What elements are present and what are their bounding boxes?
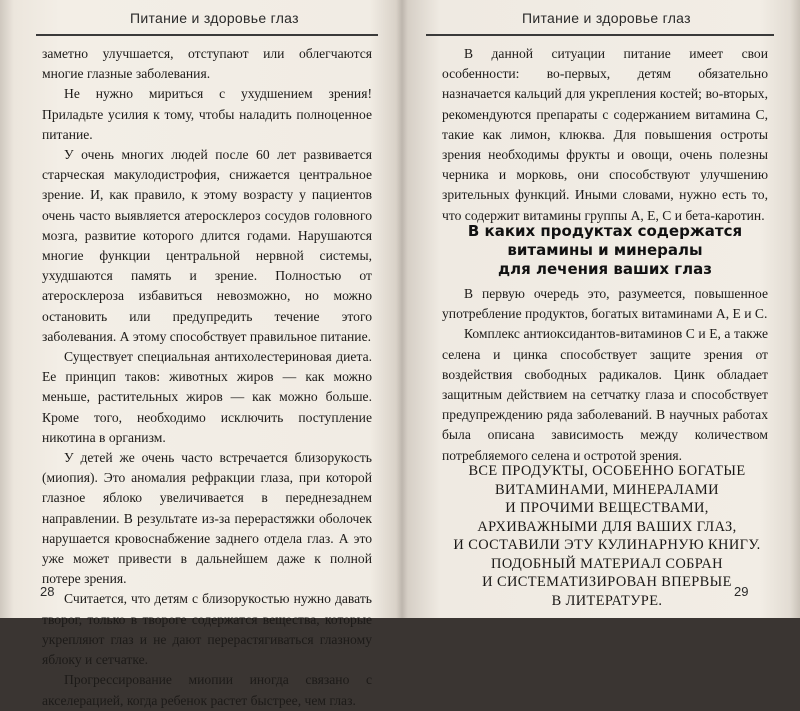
section-heading [440, 222, 770, 279]
section-heading-line: В каких продуктах содержатся [467, 222, 743, 240]
paragraph: Не нужно мириться с ухудшением зрения! Приладьте усилия к тому, чтобы наладить полноценное питание. [42, 86, 372, 142]
right-section-text [442, 284, 768, 466]
caps-line: АРХИВАЖНЫМИ ДЛЯ ВАШИХ ГЛАЗ, [477, 518, 737, 535]
paragraph: У детей же очень часто встречается близорукость (миопия). Это аномалия рефракции глаза, при которой глазное яблоко увеличивается в переднезаднем направлении. В результате из-за перерастяжки оболочек нарушается кровоснабжение заднего отдела глаз. А это уже может привести в дальнейшем даже к полной потере зрения. [42, 450, 372, 587]
caps-line: И ПРОЧИМИ ВЕЩЕСТВАМИ, [505, 500, 709, 516]
paragraph: Комплекс антиоксидантов-витаминов С и Е, а также селена и цинка способствует защите зрения от воздействия свободных радикалов. Цинк обладает защитным действием на сетчатку глаза и способствует предупреждению ряда заболеваний. В научных работах была описана зависимость между количеством потребляемого селена и остротой зрения. [442, 326, 768, 463]
paragraph: В данной ситуации питание имеет свои особенности: во-первых, детям обязательно назначается кальций для укрепления костей; во-вторых, рекомендуются препараты с содержанием витамина С, такие как лимон, клюква. Для повышения остроты зрения необходимы фрукты и овощи, очень полезны черника и морковь, они способствуют улучшению зрительных функций. Иными словами, нужно есть то, что содержит витамины группы А, Е, С и бета-каротин. [442, 46, 768, 223]
caps-line: В ЛИТЕРАТУРЕ. [551, 592, 663, 609]
paragraph: У очень многих людей после 60 лет развивается старческая макулодистрофия, снижается центральное зрение. И, как правило, к этому возрасту у пациентов очень часто выявляется атеросклероз сосудов головного мозга, развитие которого длится годами. Нарушаются многие функции центральной нервной системы, ухудшаются память и зрение. Полностью от атеросклероза избавиться невозможно, но можно остановить или предупредить течение этого заболевания. А этому способствует правильное питание. [42, 147, 372, 344]
paragraph: заметно улучшается, отступают или облегчаются многие глазные заболевания. [42, 46, 372, 82]
right-page [402, 0, 800, 618]
paragraph: В первую очередь это, разумеется, повышенное употребление продуктов, богатых витаминами А, Е и С. [442, 286, 768, 322]
caps-line: И СИСТЕМАТИЗИРОВАН ВПЕРВЫЕ [482, 574, 732, 590]
section-heading-line: для лечения ваших глаз [498, 260, 712, 278]
running-head: Питание и здоровье глаз [130, 10, 299, 26]
page-number: 29 [734, 584, 749, 599]
left-page [0, 0, 400, 708]
caps-line: ПОДОБНЫЙ МАТЕРИАЛ СОБРАН [491, 555, 723, 572]
header-rule [36, 34, 378, 36]
section-heading-line: витамины и минералы [507, 241, 703, 259]
paragraph: Считается, что детям с близорукостью нужно давать творог, только в твороге содержатся вещества, которые укрепляют глаз и не дают перерастягиваться глазному яблоку и сетчатке. [42, 591, 372, 668]
caps-line: И СОСТАВИЛИ ЭТУ КУЛИНАРНУЮ КНИГУ. [453, 537, 761, 553]
running-head: Питание и здоровье глаз [522, 10, 691, 26]
caps-line: ВСЕ ПРОДУКТЫ, ОСОБЕННО БОГАТЫЕ [468, 463, 746, 479]
left-body-text [42, 44, 372, 711]
caps-statement [442, 462, 772, 610]
paragraph: Прогрессирование миопии иногда связано с акселерацией, когда ребенок растет быстрее, чем глаз. [42, 672, 372, 708]
header-rule [426, 34, 774, 36]
caps-line: ВИТАМИНАМИ, МИНЕРАЛАМИ [495, 481, 719, 498]
right-intro-text [442, 44, 768, 226]
paragraph: Существует специальная антихолестериновая диета. Ее принцип таков: животных жиров — как можно меньше, растительных жиров — как можно больше. Кроме того, необходимо исключить поступление никотина в организм. [42, 349, 372, 445]
page-number: 28 [40, 584, 55, 599]
